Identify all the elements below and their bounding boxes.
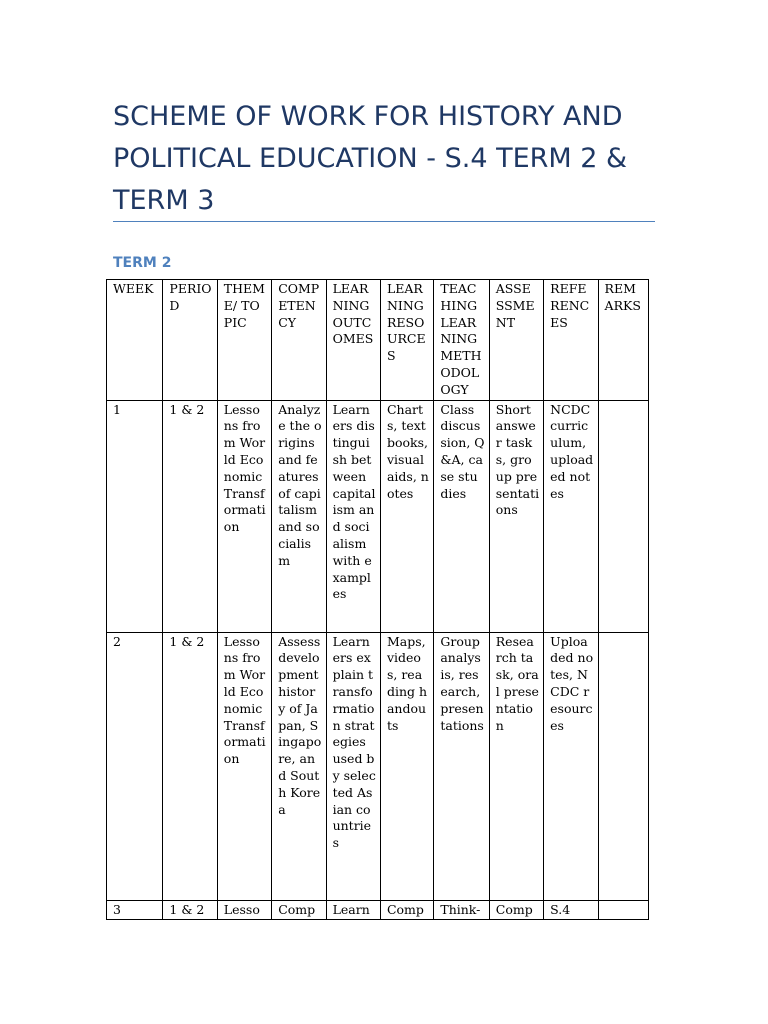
cell-competency: Comp [272,900,326,920]
cell-theme-topic: Lesso [217,900,271,920]
cell-competency: Analyze the origins and features of capitalism and socialism [272,400,326,632]
cell-remarks [598,400,648,632]
cell-learning-outcomes: Learners explain transformation strategies used by selected Asian countries [326,632,380,900]
cell-references: Uploaded notes, NCDC resources [544,632,598,900]
header-teaching-methodology: TEACHING LEARNING METHODOLOGY [434,280,489,401]
title-divider [113,221,655,222]
table-row [107,632,649,900]
header-learning-resources: LEARNING RESOURCES [380,280,433,401]
scheme-of-work-table [106,279,649,920]
cell-learning-outcomes: Learners distinguish between capitalism and socialism with examples [326,400,380,632]
cell-theme-topic: Lessons from World Economic Transformation [217,632,271,900]
cell-assessment: Comp [489,900,543,920]
cell-remarks [598,632,648,900]
header-learning-outcomes: LEARNING OUTCOMES [326,280,380,401]
table-row [107,400,649,632]
table-row [107,900,649,920]
cell-references: NCDC curriculum, uploaded notes [544,400,598,632]
cell-teaching-methodology: Think- [434,900,489,920]
cell-teaching-methodology: Group analysis, research, presentations [434,632,489,900]
cell-assessment: Research task, oral presentation [489,632,543,900]
cell-theme-topic: Lessons from World Economic Transformation [217,400,271,632]
cell-learning-resources: Comp [380,900,433,920]
header-period: PERIOD [163,280,217,401]
cell-period: 1 & 2 [163,632,217,900]
cell-period: 1 & 2 [163,400,217,632]
cell-week: 2 [107,632,163,900]
cell-remarks [598,900,648,920]
header-week: WEEK [107,280,163,401]
cell-week: 3 [107,900,163,920]
cell-competency: Assess development history of Japan, Singapore, and South Korea [272,632,326,900]
document-title: SCHEME OF WORK FOR HISTORY AND POLITICAL EDUCATION - S.4 TERM 2 & TERM 3 [113,101,628,216]
header-assessment: ASSESSMENT [489,280,543,401]
cell-assessment: Short answer tasks, group presentations [489,400,543,632]
table-header-row [107,280,649,401]
term-heading: TERM 2 [113,255,172,271]
cell-period: 1 & 2 [163,900,217,920]
cell-learning-outcomes: Learn [326,900,380,920]
cell-week: 1 [107,400,163,632]
header-remarks: REMARKS [598,280,648,401]
cell-teaching-methodology: Class discussion, Q&A, case studies [434,400,489,632]
header-references: REFERENCES [544,280,598,401]
cell-references: S.4 [544,900,598,920]
header-competency: COMPETENCY [272,280,326,401]
cell-learning-resources: Charts, textbooks, visual aids, notes [380,400,433,632]
header-theme-topic: THEME/ TOPIC [217,280,271,401]
cell-learning-resources: Maps, videos, reading handouts [380,632,433,900]
